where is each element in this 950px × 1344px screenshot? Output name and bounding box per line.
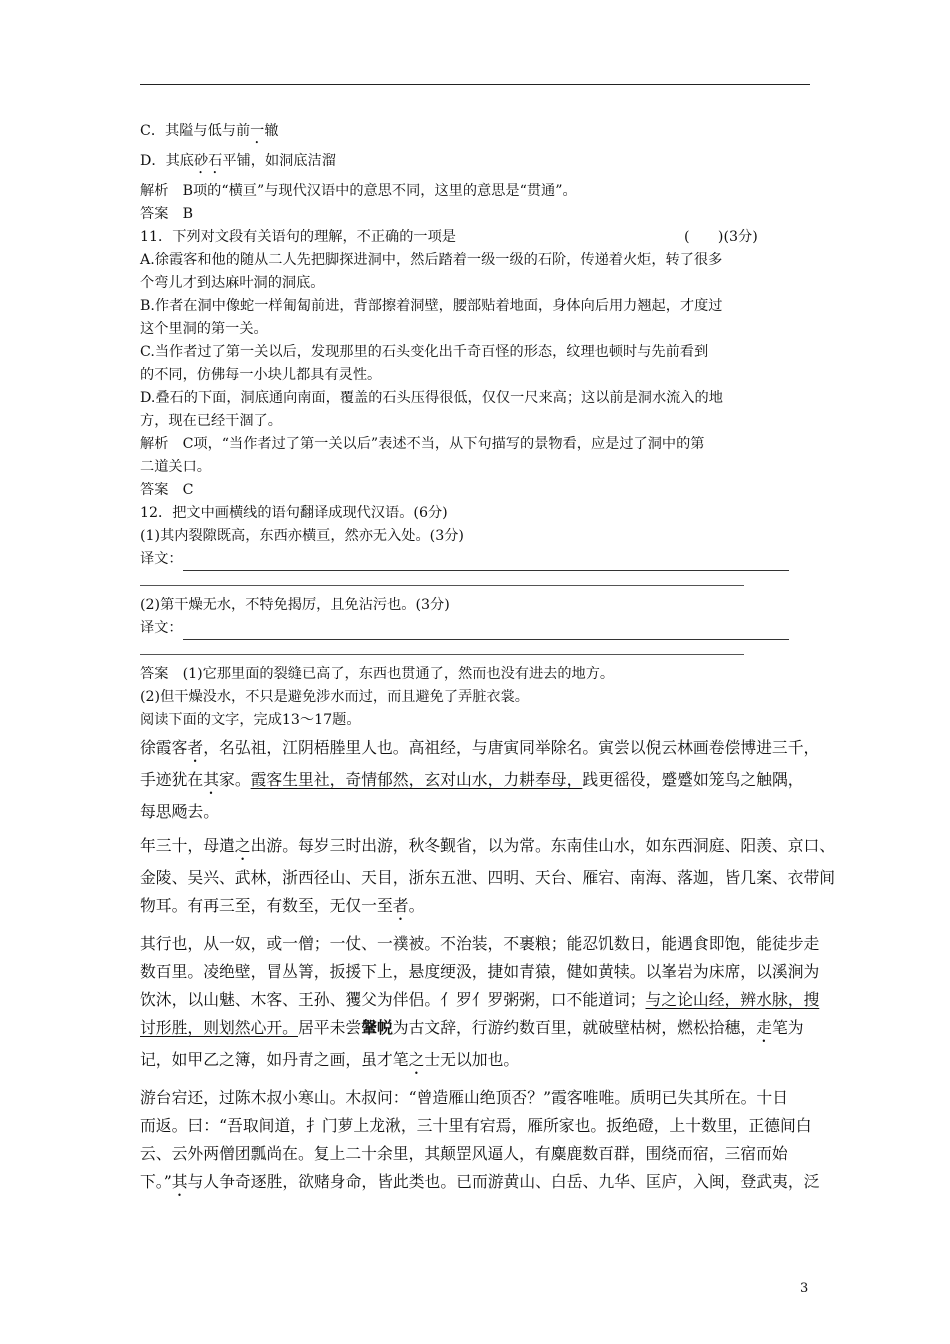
option-d-q11-l1: D.叠石的下面，洞底通向南面，覆盖的石头压得很低，仅仅一尺来高；这以前是洞水流入的地 [140, 390, 723, 406]
analysis-q10: 解析 B项的“横亘”与现代汉语中的意思不同，这里的意思是“贯通”。 [140, 183, 577, 199]
emphasis-char: 者 [187, 738, 204, 757]
passage-p2-l1 [140, 832, 836, 864]
underlined-sentence: 讨形胜，则划然心开。 [140, 1018, 298, 1037]
text: 与人争奇逐胜，欲赌身命，皆此类也。已而游黄山、白岳、九华、匡庐，入闽，登武夷，泛 [187, 1172, 820, 1191]
passage-p1-l3: 每思飏去。 [140, 802, 219, 821]
translation-2 [140, 617, 820, 640]
passage-p2-l2: 金陵、吴兴、武林，浙西径山、天目，浙东五泄、四明、天台、雁宕、南海、落迦，皆几案、衣带间 [140, 868, 836, 887]
score-mark: ( )(3分) [684, 229, 758, 245]
page-number: 3 [800, 1281, 809, 1296]
passage-p2-l3 [140, 892, 820, 924]
question-text: 11．下列对文段有关语句的理解，不正确的一项是 [140, 229, 456, 245]
emphasis-char: 走 [756, 1018, 772, 1037]
option-text: C．其隘与低与前 [140, 123, 251, 139]
emphasis-char: 之 [234, 836, 251, 855]
text: 年三十，母遣 [140, 836, 235, 855]
emphasis-char: 其 [203, 770, 220, 789]
emphasis-char: 石 [208, 153, 223, 169]
answer-q11: 答案 C [140, 482, 194, 498]
question-11 [140, 226, 820, 249]
text: 徐霞客 [140, 738, 188, 757]
text: 笔为 [771, 1018, 804, 1037]
text: 鞶帨 [361, 1018, 393, 1037]
text: ，名弘祖，江阴梧塍里人也。高祖经，与唐寅同举除名。寅尝以倪云林画卷偿博进三千， [203, 738, 820, 757]
option-c-q10 [140, 118, 820, 144]
passage-p3-l3 [140, 986, 820, 1014]
analysis-q11-l1: 解析 C项，“当作者过了第一关以后”表述不当，从下句描写的景物看，应是过了洞中的第 [140, 436, 705, 452]
emphasis-char: 一 [250, 123, 265, 139]
text: 居平未尝 [297, 1018, 362, 1037]
text: 手迹犹在 [140, 770, 204, 789]
answer-blank[interactable] [183, 556, 789, 571]
passage-p3-l2: 数百里。凌绝壁，冒丛箐，扳援下上，悬度绠汲，捷如青猿，健如黄犊。以峯岩为床席，以溪涧为 [140, 962, 820, 981]
header-rule [140, 84, 810, 85]
emphasis-char: 者 [392, 896, 409, 915]
text: 饮沐，以山魅、木客、王孙、玃父为伴侣。亻罗亻罗粥粥，口不能道词； [140, 990, 646, 1009]
emphasis-char: 之 [408, 1050, 425, 1069]
answer-blank[interactable] [183, 625, 789, 640]
answer-q10: 答案 B [140, 206, 193, 222]
option-text: 平 [222, 153, 237, 169]
passage-p3-l1 [140, 930, 820, 958]
option-b-q11-l2: 这个里洞的第一关。 [140, 321, 268, 337]
text: 践更徭役，蹙蹙如笼鸟之触隅， [582, 770, 804, 789]
question-12-2: (2)第干燥无水，不特免揭厉，且免沾污也。(3分) [140, 597, 450, 613]
passage-p4-l1: 游台宕还，过陈木叔小寒山。木叔问：“曾造雁山绝顶否？”霞客唯唯。质明已失其所在。十日 [140, 1088, 789, 1107]
text: 家。 [219, 770, 251, 789]
option-c-q11-l1: C.当作者过了第一关以后，发现那里的石头变化出千奇百怪的形态，纹理也顿时与先前看到 [140, 344, 709, 360]
analysis-q11-l2: 二道关口。 [140, 459, 211, 475]
option-d-q10 [140, 144, 820, 178]
document-body [140, 118, 836, 1200]
text: 。 [408, 896, 425, 915]
text: 记，如甲乙之簿，如丹青之画，虽才笔 [140, 1050, 409, 1069]
passage-p3-l5 [140, 1046, 820, 1078]
translation-label: 译文： [140, 620, 183, 636]
passage-p3-l4 [140, 1014, 820, 1046]
text: 出游。每岁三时出游，秋冬觐省，以为常。东南佳山水，如东西洞庭、阳羡、京口、 [250, 836, 836, 855]
passage-p4-l4 [140, 1168, 820, 1200]
option-c-q11-l2: 的不同，仿佛每一小块儿都具有灵性。 [140, 367, 382, 383]
answer-blank-2[interactable] [140, 585, 744, 586]
option-text: D．其底 [140, 153, 194, 169]
option-text: 辙 [264, 123, 279, 139]
underlined-sentence: 与之论山经，辨水脉，搜 [645, 990, 820, 1009]
translation-1 [140, 548, 820, 571]
question-12-1: (1)其内裂隙既高，东西亦横亘，然亦无入处。(3分) [140, 528, 464, 544]
text: 士无以加也。 [424, 1050, 520, 1069]
translation-label: 译文： [140, 551, 183, 567]
emphasis-char: 砂 [193, 153, 209, 169]
passage-p1-l2 [140, 766, 820, 798]
option-d-q11-l2: 方，现在已经干涸了。 [140, 413, 282, 429]
passage-p4-l3: 云、云外两僧团瓢尚在。复上二十余里，其颠罡风逼人，有麋鹿数百群，围绕而宿，三宿而始 [140, 1144, 788, 1163]
passage-p4-l2: 而返。曰：“吾取间道，扌门萝上龙湫，三十里有宕焉，雁所家也。扳绝磴，上十数里，正德间白 [140, 1116, 812, 1135]
underlined-sentence: 霞客生里社，奇情郁然，玄对山水，力耕奉母， [250, 770, 583, 789]
reading-instruction: 阅读下面的文字，完成13～17题。 [140, 712, 361, 728]
question-12: 12．把文中画横线的语句翻译成现代汉语。(6分) [140, 505, 448, 521]
answer-blank-3[interactable] [140, 654, 744, 655]
text: 物耳。有再三至，有数至，无仅一至 [140, 896, 393, 915]
passage [140, 734, 836, 1200]
text: 其行也，从一奴，或一僧；一仗、一襆被。不治装，不裹粮 [140, 934, 551, 953]
emphasis-char: 其 [171, 1172, 188, 1191]
answer-q12-1: 答案 (1)它那里面的裂缝已高了，东西也贯通了，然而也没有进去的地方。 [140, 666, 615, 682]
text: 为古文辞，行游约数百里，就破壁枯树，燃松拾穗， [392, 1018, 757, 1037]
option-a-q11-l2: 个弯儿才到达麻叶洞的洞底。 [140, 275, 325, 291]
option-b-q11-l1: B.作者在洞中像蛇一样匍匐前进，背部擦着洞壁，腰部贴着地面，身体向后用力翘起，才度过 [140, 298, 723, 314]
text: 下。” [140, 1172, 172, 1191]
text: ；能忍饥数日，能遇食即饱，能徒步走 [550, 934, 820, 953]
option-a-q11-l1: A.徐霞客和他的随从二人先把脚探进洞中，然后踏着一级一级的石阶，传递着火炬，转了很多 [140, 252, 723, 268]
option-text: 铺，如洞底洁溜 [236, 153, 336, 169]
answer-q12-2: (2)但干燥没水，不只是避免涉水而过，而且避免了弄脏衣裳。 [140, 689, 529, 705]
passage-p1-l1 [140, 734, 820, 766]
